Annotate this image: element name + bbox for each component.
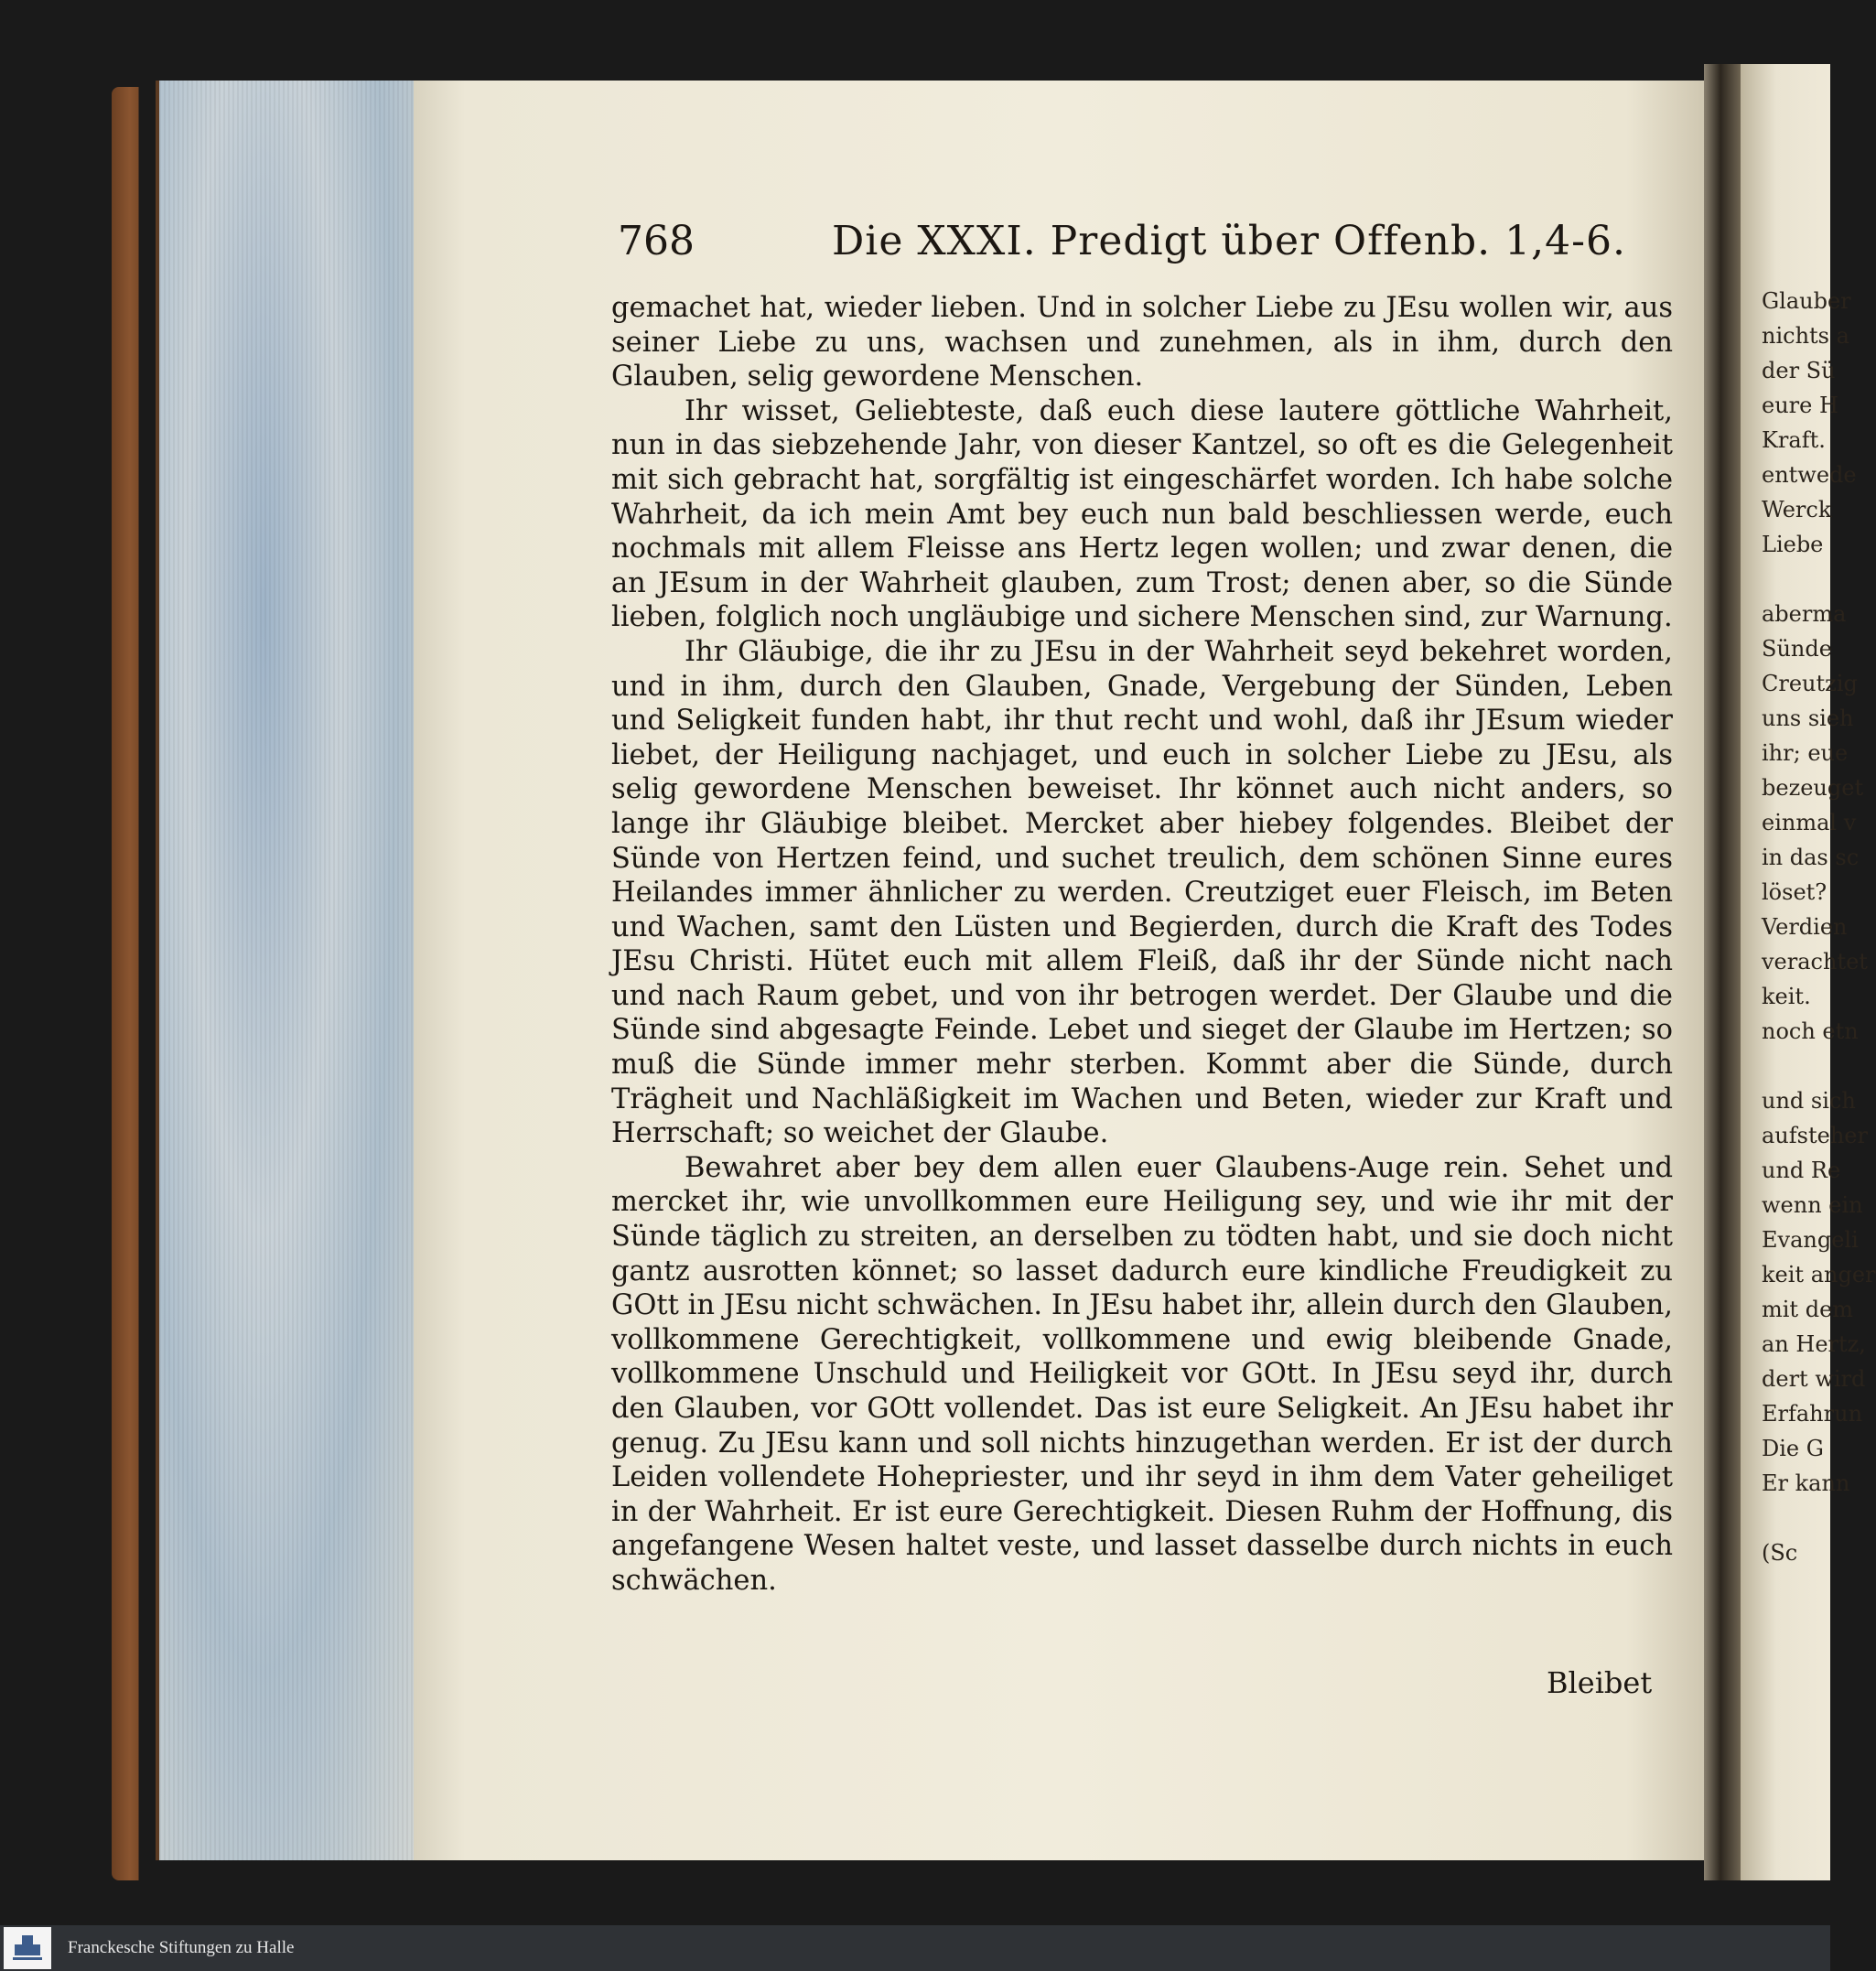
institution-logo[interactable] bbox=[4, 1927, 51, 1969]
sermon-body bbox=[611, 291, 1673, 1599]
page-number: 768 bbox=[618, 218, 695, 264]
building-icon bbox=[9, 1930, 46, 1966]
footer-bar bbox=[0, 1925, 1830, 1971]
paragraph: Ihr wisset, Geliebteste, daß euch diese lautere göttliche Wahrheit, nun in das siebzehende Jahr, von dieser Kantzel, so oft es die Gelegenheit mit sich gebracht hat, sorgfältig ist eingeschärfet worden. Ich habe solche Wahrheit, da ich mein Amt bey euch nun bald beschliessen werde, euch nochmals mit allem Fleisse ans Hertz legen wollen; und zwar denen, die an JEsum in der Wahrheit glauben, zum Trost; denen aber, so die Sünde lieben, folglich noch ungläubige und sichere Menschen sind, zur Warnung. bbox=[611, 394, 1673, 634]
paragraph: Ihr Gläubige, die ihr zu JEsu in der Wahrheit seyd bekehret worden, und in ihm, durch den Glauben, Gnade, Vergebung der Sünden, Leben und Seligkeit funden habt, ihr thut recht und wohl, daß ihr JEsum wieder liebet, der Heiligung nachjaget, und euch in solcher Liebe zu JEsu, als selig gewordene Menschen beweiset. Ihr könnet auch nicht anders, so lange ihr Gläubige bleibet. Mercket aber hiebey folgendes. Bleibet der Sünde von Hertzen feind, und suchet treulich, dem schönen Sinne eures Heilandes immer ähnlicher zu werden. Creutziget euer Fleisch, im Beten und Wachen, samt den Lüsten und Begierden, durch die Kraft des Todes JEsu Christi. Hütet euch mit allem Fleiß, daß ihr der Sünde nicht nach und nach Raum gebet, und von ihr betrogen werdet. Der Glaube und die Sünde sind abgesagte Feinde. Lebet und sieget der Glaube im Hertzen; so muß die Sünde immer mehr sterben. Kommt aber die Sünde, durch Trägheit und Nachläßigkeit im Wachen und Beten, wieder zur Kraft und Herrschaft; so weichet der Glaube. bbox=[611, 635, 1673, 1150]
running-head bbox=[618, 218, 1661, 264]
page-stack-edge bbox=[156, 81, 420, 1860]
book-gutter bbox=[1704, 64, 1741, 1880]
facing-page-text: Glauber nichts a der Sü eure H Kraft. entwede Werck Liebe aberma Sünde Creutzig uns sieh ihr; eue bezeuget einmal v in das sc löset? Verdien verachtet keit. noch etn und sich aufsteher und Re wenn ein Evangeli keit anger mit dem an Hertz, dert wird Erfahrun Die G Er kann (Sc bbox=[1762, 288, 1876, 1566]
paragraph: Bewahret aber bey dem allen euer Glaubens-Auge rein. Sehet und mercket ihr, wie unvollkommen eure Heiligung sey, und wie ihr mit der Sünde täglich zu streiten, an derselben zu tödten habt, und sie doch nicht gantz ausrotten könnet; so lasset dadurch eure kindliche Freudigkeit zu GOtt in JEsu nicht schwächen. In JEsu habet ihr, allein durch den Glauben, vollkommene Gerechtigkeit, vollkommene und ewig bleibende Gnade, vollkommene Unschuld und Heiligkeit vor GOtt. In JEsu seyd ihr, durch den Glauben, vor GOtt vollendet. Das ist eure Seligkeit. An JEsu habet ihr genug. Zu JEsu kann und soll nichts hinzugethan werden. Er ist der durch Leiden vollendete Hohepriester, und ihr seyd in ihm dem Vater geheiliget in der Wahrheit. Er ist eure Gerechtigkeit. Diesen Ruhm der Hoffnung, dis angefangene Wesen haltet veste, und lasset dasselbe durch nichts in euch schwächen. bbox=[611, 1151, 1673, 1597]
institution-name[interactable]: Franckesche Stiftungen zu Halle bbox=[68, 1938, 295, 1957]
paragraph: gemachet hat, wieder lieben. Und in solcher Liebe zu JEsu wollen wir, aus seiner Liebe zu uns, wachsen und zunehmen, als in ihm, durch den Glauben, selig gewordene Menschen. bbox=[611, 292, 1673, 393]
page-title: Die XXXI. Predigt über Offenb. 1,4-6. bbox=[831, 218, 1626, 264]
catchword: Bleibet bbox=[1547, 1665, 1653, 1700]
